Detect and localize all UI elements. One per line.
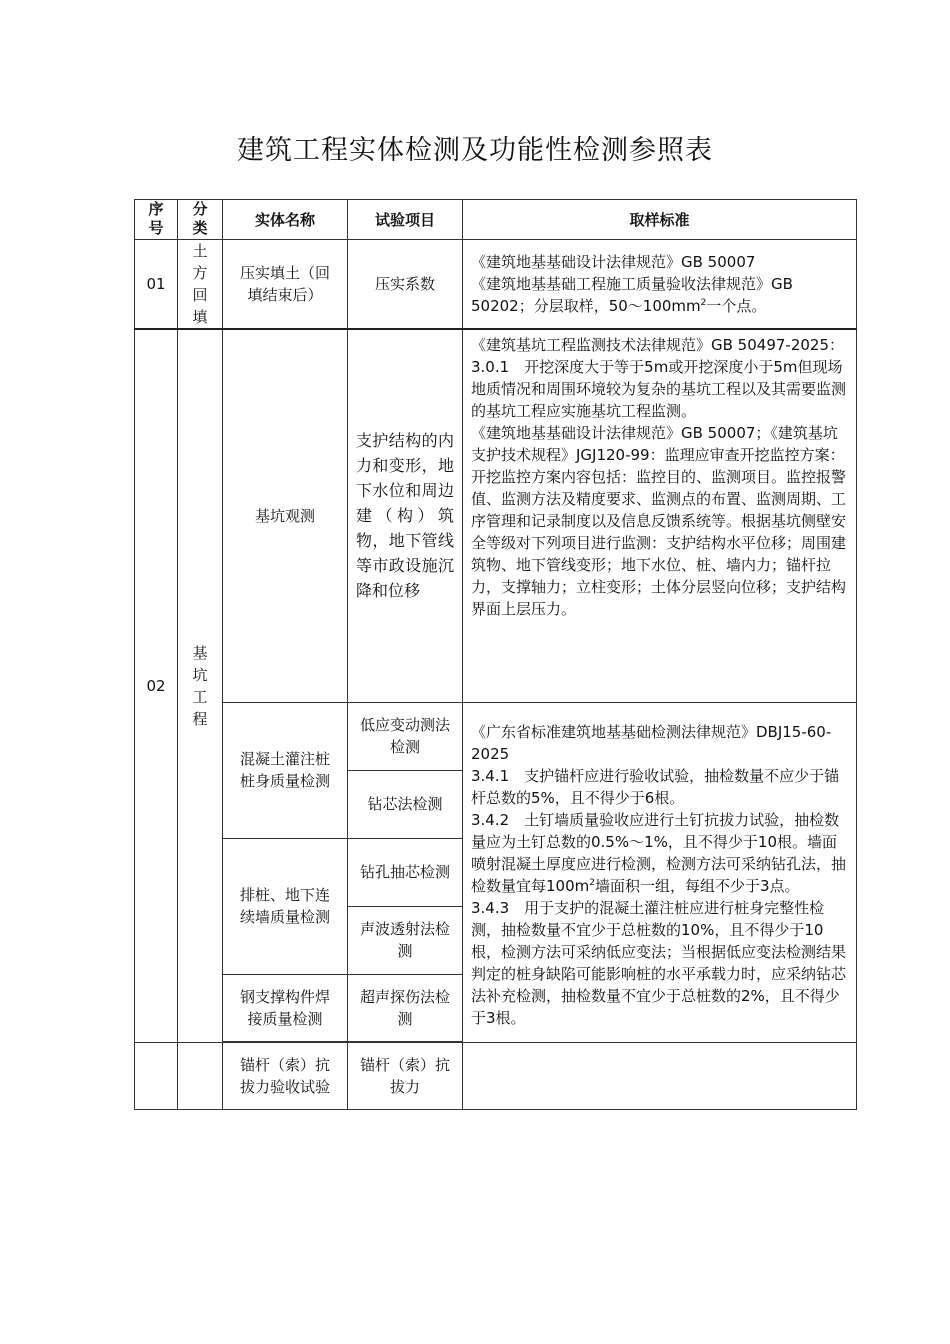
table-row [135,240,857,330]
header-category: 分类 [178,200,223,240]
table-row [135,329,857,702]
table-header-row [135,200,857,240]
row1-category: 土方回填 [178,240,223,330]
monitor-standard: 《建筑基坑工程监测技术法律规范》GB 50497-2025： 3.0.1 开挖深度大于等于5m或开挖深度小于5m但现场地质情况和周围环境较为复杂的基坑工程以及其需要监测的基坑工程应实施基坑工程监测。 《建筑地基基础设计法律规范》GB 50007；《建筑基坑支护技术规程》JGJ120-99：监理应审查开挖监控方案：开挖监控方案内容包括：监控目的、监测项目。监控报警值、监测方法及精度要求、监测点的布置、监测周期、工序管理和记录制度以及信息反馈系统等。根据基坑侧壁安全等级对下列项目进行监测：支护结构水平位移；周围建筑物、地下管线变形；地下水位、桩、墙内力；锚杆拉力，支撑轴力；立柱变形；土体分层竖向位移；支护结构界面上层压力。 [463,329,857,702]
row1-entity: 压实填土（回填结束后） [223,240,348,330]
pile-entity: 混凝土灌注桩桩身质量检测 [223,702,348,838]
row1-seq: 01 [135,240,178,330]
foundation-standard: 《广东省标准建筑地基基础检测法律规范》DBJ15-60-2025 3.4.1 支护锚杆应进行验收试验，抽检数量不应少于锚杆总数的5%，且不得少于6根。 3.4.2 土钉墙质量验收应进行土钉抗拔力试验，抽检数量应为土钉总数的0.5%～1%，且不得少于10根。墙面喷射混凝土厚度应进行检测，检测方法可采纳钻孔法，抽检数量宜每$100m^2$墙面积一组，每组不少于3点。 3.4.3 用于支护的混凝土灌注桩应进行桩身完整性检测，抽检数量不宜少于总桩数的10%，且不得少于10根，检测方法可采纳低应变法；当根据低应变法检测结果判定的桩身缺陷可能影响桩的水平承载力时，应采纳钻芯法补充检测，抽检数量不宜少于总桩数的2%，且不得少于3根。 [463,702,857,1042]
wall-test-item-2: 声波透射法检测 [348,906,463,974]
header-test-item: 试验项目 [348,200,463,240]
anchor-seq-cont [135,1042,178,1110]
header-seq: 序号 [135,200,178,240]
wall-test-item-1: 钻孔抽芯检测 [348,838,463,906]
reference-table [134,199,857,1043]
anchor-category-cont [178,1042,223,1110]
anchor-entity: 锚杆（索）抗拔力验收试验 [223,1042,348,1110]
row2-category: 基坑工程 [178,329,223,1042]
table-row [135,702,857,770]
wall-entity: 排桩、地下连续墙质量检测 [223,838,348,974]
monitor-entity: 基坑观测 [223,329,348,702]
pile-test-item-1: 低应变动测法检测 [348,702,463,770]
row2-seq: 02 [135,329,178,1042]
table-row [135,1042,857,1110]
header-standard: 取样标准 [463,200,857,240]
row1-test-item: 压实系数 [348,240,463,330]
anchor-standard-cont [463,1042,857,1110]
page-title: 建筑工程实体检测及功能性检测参照表 [237,135,713,166]
anchor-test-item: 锚杆（索）抗拔力 [348,1042,463,1110]
steel-entity: 钢支撑构件焊接质量检测 [223,974,348,1042]
pile-test-item-2: 钻芯法检测 [348,770,463,838]
header-entity: 实体名称 [223,200,348,240]
monitor-test-item: 支护结构的内力和变形，地下水位和周边建（构）筑物，地下管线等市政设施沉降和位移 [348,329,463,702]
steel-test-item: 超声探伤法检测 [348,974,463,1042]
row1-standard: 《建筑地基基础设计法律规范》GB 50007 《建筑地基基础工程施工质量验收法律规范》GB 50202；分层取样，$50\sim 100mm^2$一个点。 [463,240,857,330]
anchor-row-table [134,1041,857,1110]
